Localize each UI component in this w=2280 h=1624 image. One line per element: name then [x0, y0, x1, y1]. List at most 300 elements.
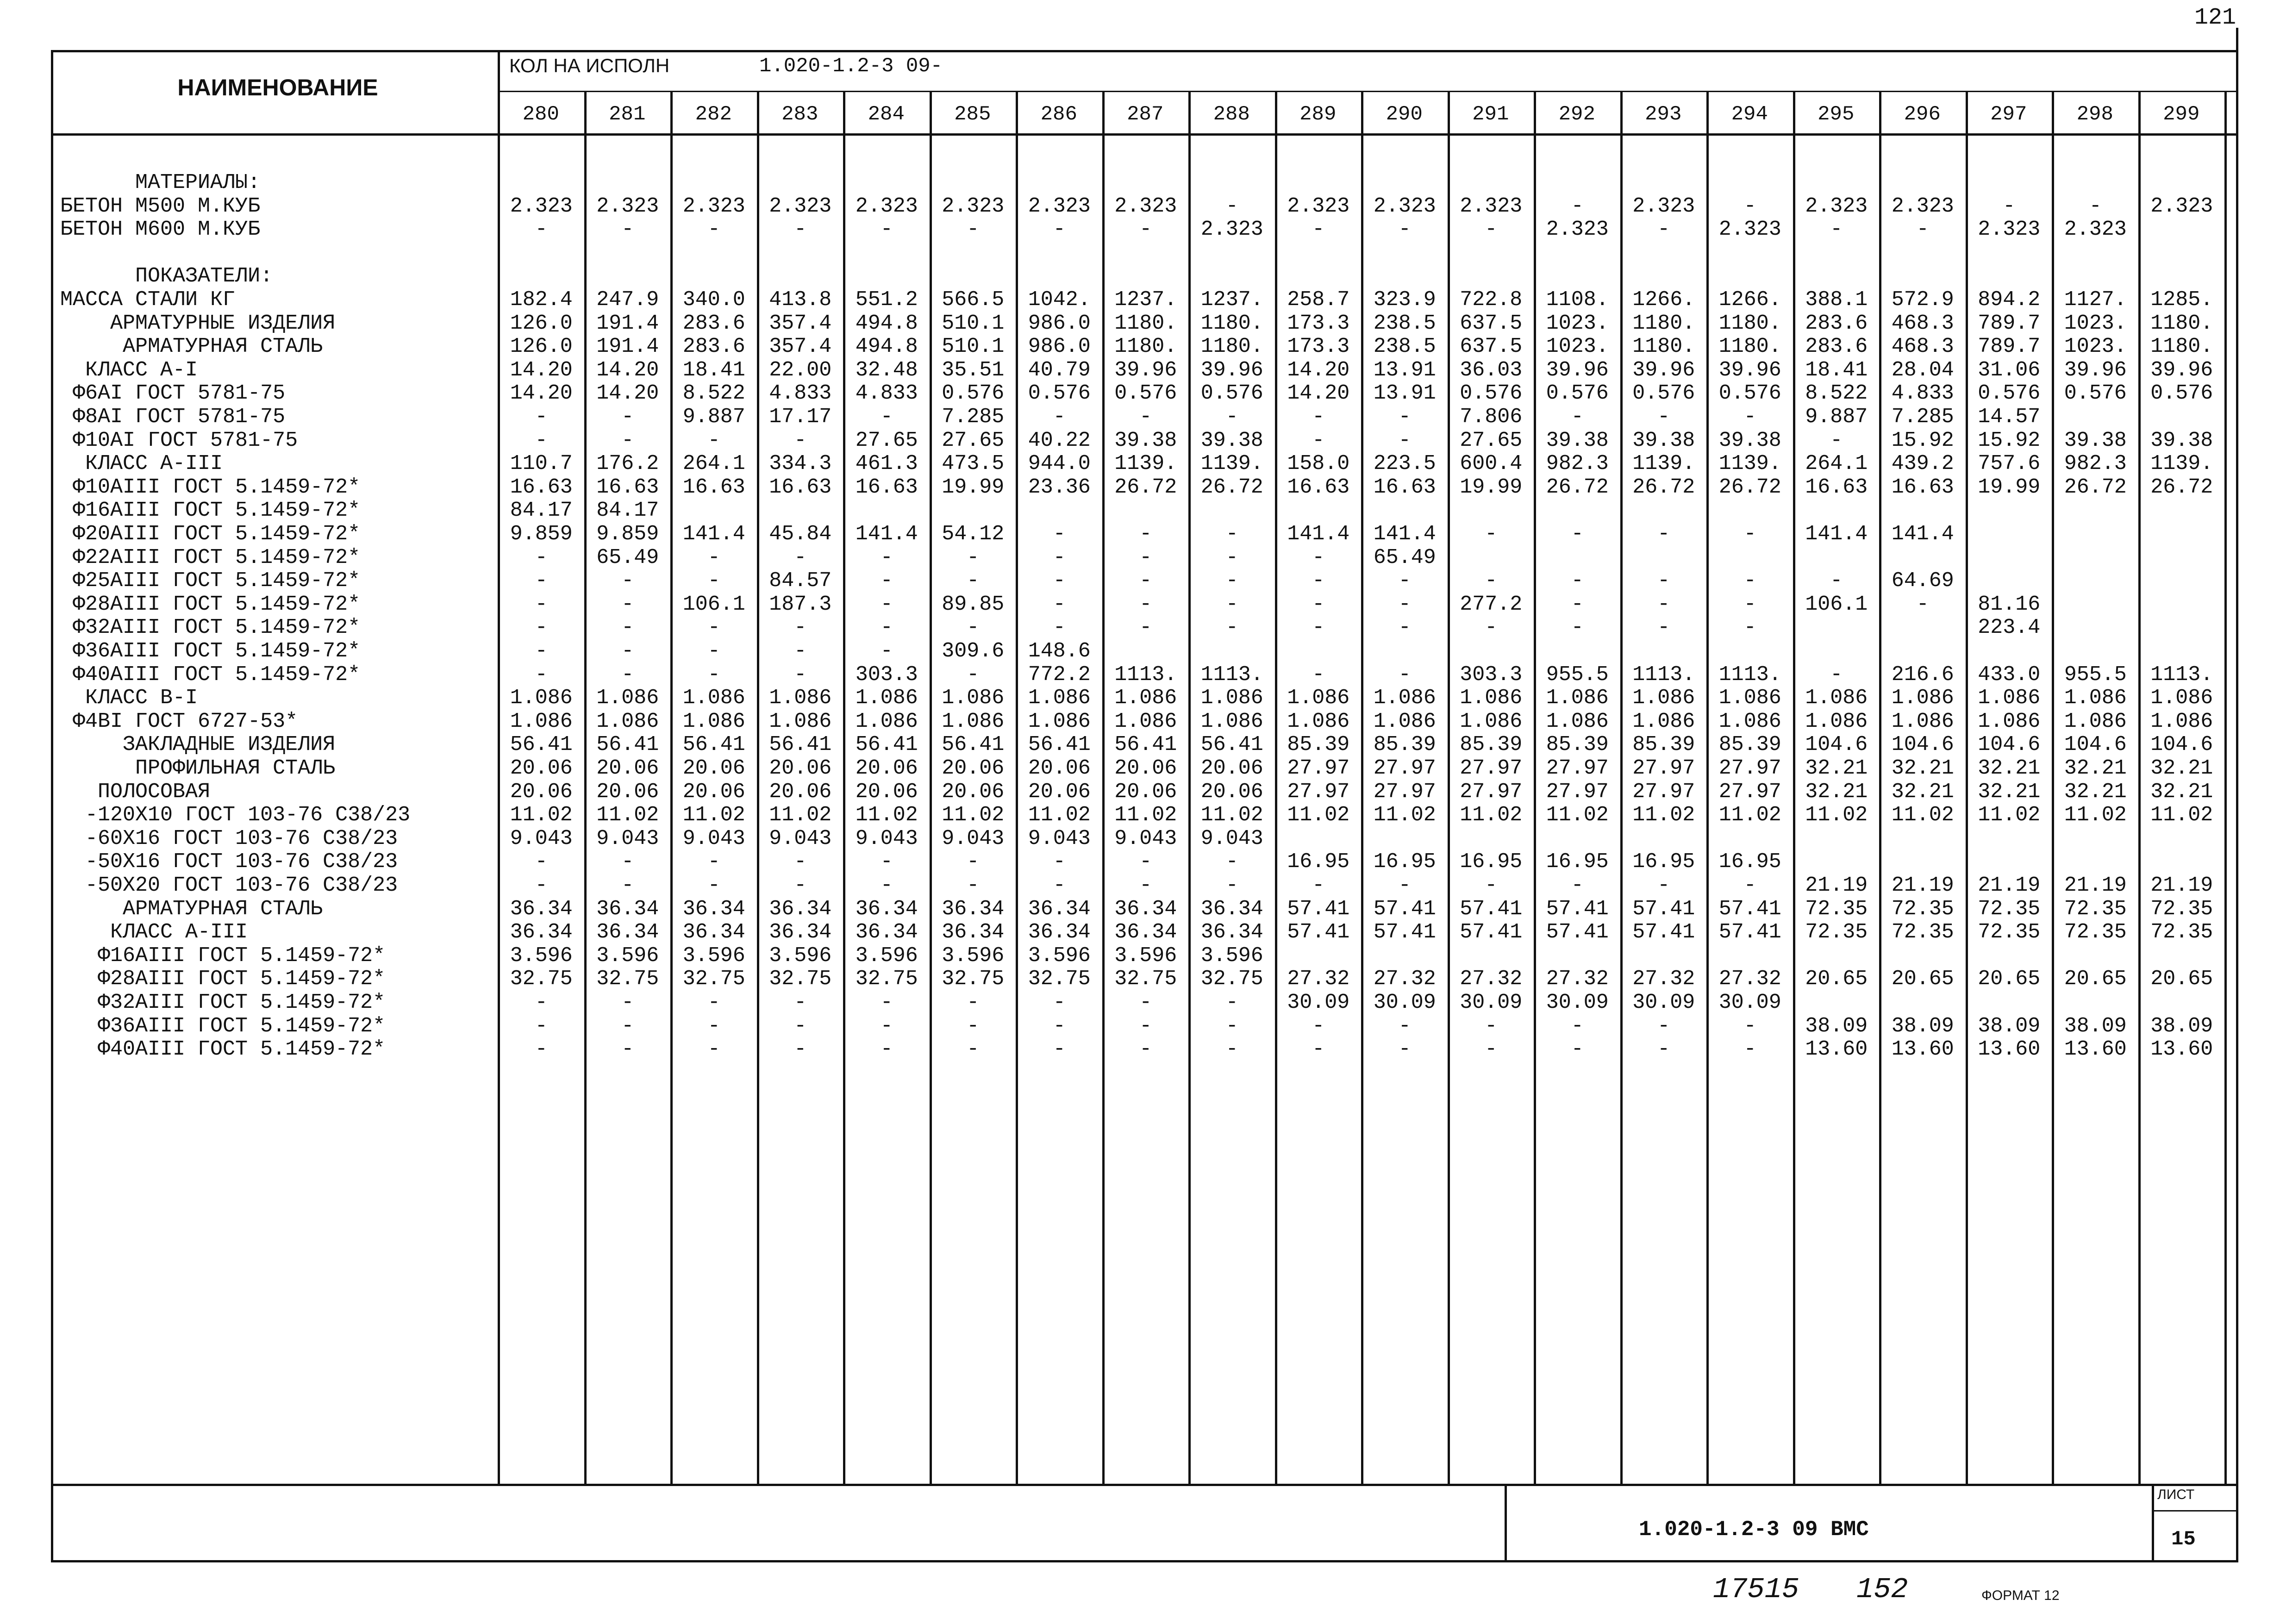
table-cell: -: [1225, 194, 1238, 218]
row-label: Ф20АIII ГОСТ 5.1459-72*: [60, 522, 361, 546]
table-cell: 20.06: [682, 780, 745, 804]
table-cell: -: [1571, 616, 1584, 640]
table-cell: -: [535, 405, 548, 429]
table-cell: -: [1225, 1037, 1238, 1062]
table-cell: 1139.: [1632, 452, 1695, 476]
table-cell: 1.086: [855, 686, 918, 710]
table-cell: 57.41: [1632, 897, 1695, 921]
table-cell: 14.20: [510, 358, 573, 382]
table-cell: 36.34: [1028, 920, 1091, 944]
table-cell: 72.35: [2150, 897, 2213, 921]
table-cell: -: [1657, 218, 1670, 242]
table-cell: 1.086: [1632, 709, 1695, 733]
table-cell: 4.833: [769, 381, 832, 406]
table-cell: -: [535, 1014, 548, 1038]
table-cell: 3.596: [855, 943, 918, 968]
table-cell: -: [1312, 1037, 1325, 1062]
table-cell: 16.63: [1891, 475, 1954, 499]
table-cell: 56.41: [596, 733, 659, 757]
table-cell: 1113.: [1114, 662, 1177, 687]
table-cell: -: [1743, 616, 1756, 640]
table-cell: 191.4: [596, 311, 659, 335]
table-cell: 0.576: [942, 381, 1005, 406]
table-cell: -: [621, 428, 634, 452]
table-cell: 1.086: [1891, 709, 1954, 733]
table-cell: 1.086: [1805, 686, 1868, 710]
table-cell: 36.34: [510, 897, 573, 921]
table-cell: -: [707, 218, 720, 242]
table-cell: 81.16: [1978, 592, 2041, 616]
table-cell: 27.97: [1460, 756, 1523, 780]
table-cell: 1.086: [1718, 709, 1781, 733]
table-cell: 1.086: [1028, 686, 1091, 710]
table-cell: 11.02: [1460, 803, 1523, 827]
table-cell: -: [1053, 405, 1066, 429]
table-cell: 13.60: [2064, 1037, 2127, 1062]
table-cell: 57.41: [1460, 920, 1523, 944]
table-cell: -: [707, 428, 720, 452]
row-label: ЗАКЛАДНЫЕ ИЗДЕЛИЯ: [60, 733, 336, 757]
table-cell: -: [967, 850, 980, 874]
table-cell: 126.0: [510, 311, 573, 335]
table-cell: 2.323: [1028, 194, 1091, 218]
row-label: Ф8АI ГОСТ 5781-75: [60, 405, 286, 429]
table-cell: 13.60: [1805, 1037, 1868, 1062]
table-cell: 1180.: [1114, 311, 1177, 335]
table-cell: 7.806: [1460, 405, 1523, 429]
table-cell: 238.5: [1373, 335, 1436, 359]
table-cell: 16.63: [1373, 475, 1436, 499]
table-cell: -: [1139, 1014, 1152, 1038]
table-cell: -: [1743, 405, 1756, 429]
table-cell: 72.35: [2064, 897, 2127, 921]
table-cell: 468.3: [1891, 311, 1954, 335]
table-cell: 20.06: [682, 756, 745, 780]
table-cell: -: [1571, 194, 1584, 218]
table-cell: 11.02: [942, 803, 1005, 827]
table-cell: 11.02: [1373, 803, 1436, 827]
table-cell: 258.7: [1287, 288, 1350, 312]
table-cell: 16.63: [1287, 475, 1350, 499]
table-cell: 16.63: [1805, 475, 1868, 499]
table-cell: 84.57: [769, 569, 832, 593]
row-label: Ф6АI ГОСТ 5781-75: [60, 381, 286, 406]
table-cell: 36.34: [769, 897, 832, 921]
table-cell: -: [1743, 1014, 1756, 1038]
table-cell: 1285.: [2150, 288, 2213, 312]
table-cell: 89.85: [942, 592, 1005, 616]
table-cell: 277.2: [1460, 592, 1523, 616]
table-cell: 8.522: [682, 381, 745, 406]
table-cell: 1.086: [1373, 709, 1436, 733]
table-cell: 40.79: [1028, 358, 1091, 382]
table-cell: 56.41: [510, 733, 573, 757]
table-cell: 32.48: [855, 358, 918, 382]
table-cell: 722.8: [1460, 288, 1523, 312]
table-cell: -: [707, 1037, 720, 1062]
table-cell: 21.19: [2064, 874, 2127, 897]
table-cell: 72.35: [1891, 897, 1954, 921]
table-cell: -: [1398, 616, 1411, 640]
table-cell: -: [707, 1014, 720, 1038]
table-cell: 11.02: [2150, 803, 2213, 827]
table-cell: 11.02: [1805, 803, 1868, 827]
table-cell: 1.086: [1805, 709, 1868, 733]
table-cell: 323.9: [1373, 288, 1436, 312]
table-cell: 39.96: [1546, 358, 1609, 382]
table-cell: 3.596: [596, 943, 659, 968]
row-label: Ф25АIII ГОСТ 5.1459-72*: [60, 569, 361, 593]
table-cell: 2.323: [1891, 194, 1954, 218]
table-cell: -: [1657, 405, 1670, 429]
table-cell: -: [880, 218, 893, 242]
table-cell: 11.02: [769, 803, 832, 827]
table-cell: -: [794, 662, 807, 687]
table-cell: -: [621, 850, 634, 874]
table-cell: 32.75: [510, 967, 573, 991]
table-cell: 18.41: [1805, 358, 1868, 382]
table-cell: -: [2003, 194, 2016, 218]
table-cell: 57.41: [1287, 897, 1350, 921]
table-cell: 11.02: [682, 803, 745, 827]
table-cell: 27.32: [1460, 967, 1523, 991]
table-cell: 11.02: [1287, 803, 1350, 827]
table-cell: 36.34: [596, 920, 659, 944]
table-cell: -: [621, 1014, 634, 1038]
table-cell: 2.323: [682, 194, 745, 218]
table-cell: 28.04: [1891, 358, 1954, 382]
table-cell: 283.6: [682, 311, 745, 335]
table-cell: 176.2: [596, 452, 659, 476]
table-cell: 104.6: [1891, 733, 1954, 757]
table-cell: 30.09: [1460, 991, 1523, 1014]
row-label: КЛАСС А-I: [60, 358, 198, 382]
table-cell: -: [1139, 545, 1152, 569]
table-cell: 27.97: [1546, 780, 1609, 804]
table-cell: 20.06: [769, 756, 832, 780]
table-cell: 16.63: [769, 475, 832, 499]
row-label: Ф36АIII ГОСТ 5.1459-72*: [60, 639, 361, 663]
table-cell: 141.4: [1373, 522, 1436, 546]
table-cell: -: [880, 616, 893, 640]
table-cell: 0.576: [1718, 381, 1781, 406]
table-cell: 13.91: [1373, 381, 1436, 406]
table-cell: -: [1139, 569, 1152, 593]
table-cell: 16.95: [1287, 850, 1350, 874]
table-cell: 85.39: [1287, 733, 1350, 757]
table-cell: 36.34: [682, 897, 745, 921]
table-cell: 39.38: [2064, 428, 2127, 452]
column-number: 292: [1558, 103, 1595, 126]
table-cell: 1.086: [1200, 709, 1263, 733]
table-cell: -: [1916, 218, 1929, 242]
table-cell: 27.32: [1546, 967, 1609, 991]
row-label: Ф40АIII ГОСТ 5.1459-72*: [60, 1037, 386, 1062]
table-cell: 944.0: [1028, 452, 1091, 476]
table-cell: -: [1398, 874, 1411, 897]
table-cell: 2.323: [1200, 218, 1263, 242]
table-cell: -: [1312, 218, 1325, 242]
table-cell: -: [1398, 1014, 1411, 1038]
table-cell: 36.34: [855, 897, 918, 921]
table-cell: 20.06: [855, 756, 918, 780]
table-cell: -: [535, 545, 548, 569]
table-cell: -: [967, 991, 980, 1014]
table-cell: -: [535, 639, 548, 663]
table-cell: -: [794, 1014, 807, 1038]
table-cell: 26.72: [2064, 475, 2127, 499]
table-cell: 26.72: [1200, 475, 1263, 499]
table-cell: 264.1: [682, 452, 745, 476]
table-cell: 986.0: [1028, 335, 1091, 359]
table-cell: 1180.: [1718, 335, 1781, 359]
row-label: ПОЛОСОВАЯ: [60, 780, 211, 804]
table-cell: 16.63: [855, 475, 918, 499]
table-cell: 1180.: [1200, 311, 1263, 335]
table-cell: -: [1139, 405, 1152, 429]
table-cell: 45.84: [769, 522, 832, 546]
table-cell: 510.1: [942, 335, 1005, 359]
table-cell: 309.6: [942, 639, 1005, 663]
table-cell: 772.2: [1028, 662, 1091, 687]
table-cell: 1.086: [942, 709, 1005, 733]
table-cell: 439.2: [1891, 452, 1954, 476]
table-cell: 461.3: [855, 452, 918, 476]
inventory-stamp: 17515: [1713, 1573, 1799, 1606]
table-cell: -: [880, 991, 893, 1014]
table-cell: -: [1485, 218, 1498, 242]
table-cell: 20.06: [1114, 780, 1177, 804]
table-cell: 0.576: [1114, 381, 1177, 406]
table-cell: 72.35: [2064, 920, 2127, 944]
table-cell: 1.086: [510, 686, 573, 710]
table-cell: -: [880, 639, 893, 663]
table-cell: 1180.: [1718, 311, 1781, 335]
page-stamp: 152: [1856, 1573, 1908, 1606]
table-cell: 39.38: [1114, 428, 1177, 452]
table-cell: 3.596: [1028, 943, 1091, 968]
table-cell: -: [1657, 616, 1670, 640]
table-cell: -: [621, 592, 634, 616]
table-cell: -: [621, 991, 634, 1014]
table-cell: 1.086: [1028, 709, 1091, 733]
table-cell: -: [1485, 874, 1498, 897]
table-cell: 3.596: [510, 943, 573, 968]
table-cell: 21.19: [1978, 874, 2041, 897]
table-cell: -: [1225, 874, 1238, 897]
table-cell: 84.17: [510, 499, 573, 523]
table-cell: 13.91: [1373, 358, 1436, 382]
row-label: Ф4ВI ГОСТ 6727-53*: [60, 709, 298, 733]
row-label: -50Х16 ГОСТ 103-76 С38/23: [60, 850, 398, 874]
table-cell: 20.06: [942, 780, 1005, 804]
series-code: 1.020-1.2-3 09-: [759, 55, 943, 78]
table-cell: 32.75: [855, 967, 918, 991]
column-number: 293: [1645, 103, 1682, 126]
table-cell: 27.97: [1373, 756, 1436, 780]
row-label: Ф22АIII ГОСТ 5.1459-72*: [60, 545, 361, 569]
table-cell: 1266.: [1718, 288, 1781, 312]
table-cell: -: [880, 592, 893, 616]
table-cell: 1113.: [1718, 662, 1781, 687]
table-cell: 104.6: [2150, 733, 2213, 757]
table-cell: 2.323: [1546, 218, 1609, 242]
table-cell: 1180.: [1632, 311, 1695, 335]
column-number: 291: [1472, 103, 1509, 126]
table-cell: -: [621, 639, 634, 663]
table-cell: 0.576: [1632, 381, 1695, 406]
table-cell: -: [621, 218, 634, 242]
table-cell: -: [707, 874, 720, 897]
table-cell: 21.19: [1805, 874, 1868, 897]
table-cell: -: [1053, 1014, 1066, 1038]
table-cell: 433.0: [1978, 662, 2041, 687]
table-cell: 9.043: [1028, 826, 1091, 850]
table-cell: 158.0: [1287, 452, 1350, 476]
table-cell: 17.17: [769, 405, 832, 429]
column-number: 281: [609, 103, 646, 126]
table-cell: 3.596: [942, 943, 1005, 968]
table-cell: 572.9: [1891, 288, 1954, 312]
table-cell: 36.34: [510, 920, 573, 944]
table-cell: 20.06: [1200, 756, 1263, 780]
table-cell: 4.833: [855, 381, 918, 406]
corner-page-number: 121: [2194, 5, 2236, 31]
table-cell: 2.323: [1114, 194, 1177, 218]
table-cell: 30.09: [1287, 991, 1350, 1014]
table-cell: 141.4: [1891, 522, 1954, 546]
table-cell: 9.043: [942, 826, 1005, 850]
table-cell: 141.4: [855, 522, 918, 546]
table-cell: -: [1743, 569, 1756, 593]
table-cell: 56.41: [855, 733, 918, 757]
row-label: КЛАСС А-III: [60, 452, 223, 476]
table-cell: 38.09: [1805, 1014, 1868, 1038]
table-cell: 27.32: [1718, 967, 1781, 991]
column-number: 286: [1040, 103, 1077, 126]
table-cell: 36.34: [942, 920, 1005, 944]
table-cell: 32.75: [942, 967, 1005, 991]
table-cell: 57.41: [1718, 897, 1781, 921]
table-cell: -: [1225, 850, 1238, 874]
table-cell: -: [1225, 545, 1238, 569]
table-cell: 32.21: [1891, 780, 1954, 804]
format-label: ФОРМАТ 12: [1981, 1588, 2060, 1603]
table-cell: 72.35: [1805, 920, 1868, 944]
table-cell: 20.06: [855, 780, 918, 804]
table-cell: -: [1139, 1037, 1152, 1062]
table-cell: 72.35: [1891, 920, 1954, 944]
table-cell: -: [880, 1014, 893, 1038]
table-cell: 23.36: [1028, 475, 1091, 499]
table-cell: 15.92: [1891, 428, 1954, 452]
table-cell: -: [1743, 592, 1756, 616]
table-cell: 36.03: [1460, 358, 1523, 382]
table-cell: 104.6: [2064, 733, 2127, 757]
column-number: 283: [781, 103, 818, 126]
table-cell: -: [1571, 592, 1584, 616]
table-cell: 1180.: [1200, 335, 1263, 359]
table-cell: -: [1830, 662, 1843, 687]
table-cell: 20.65: [1891, 967, 1954, 991]
table-cell: 1.086: [1546, 709, 1609, 733]
table-cell: 894.2: [1978, 288, 2041, 312]
column-number: 296: [1904, 103, 1941, 126]
table-cell: 4.833: [1891, 381, 1954, 406]
table-cell: 26.72: [1718, 475, 1781, 499]
table-cell: 20.06: [1114, 756, 1177, 780]
table-cell: 27.97: [1718, 756, 1781, 780]
table-cell: -: [794, 545, 807, 569]
table-cell: 126.0: [510, 335, 573, 359]
table-cell: -: [1398, 1037, 1411, 1062]
table-cell: -: [535, 1037, 548, 1062]
table-cell: 85.39: [1632, 733, 1695, 757]
table-cell: 0.576: [2064, 381, 2127, 406]
table-cell: -: [535, 569, 548, 593]
table-cell: 14.57: [1978, 405, 2041, 429]
table-cell: 982.3: [2064, 452, 2127, 476]
table-cell: 39.38: [1632, 428, 1695, 452]
column-number: 295: [1818, 103, 1855, 126]
table-cell: 16.95: [1632, 850, 1695, 874]
table-cell: 36.34: [1114, 920, 1177, 944]
table-cell: -: [2089, 194, 2102, 218]
table-cell: 35.51: [942, 358, 1005, 382]
table-cell: -: [880, 405, 893, 429]
table-cell: 32.21: [1805, 756, 1868, 780]
table-cell: 7.285: [1891, 405, 1954, 429]
table-cell: -: [1053, 874, 1066, 897]
table-cell: -: [794, 850, 807, 874]
table-cell: 494.8: [855, 335, 918, 359]
table-cell: 16.63: [596, 475, 659, 499]
table-cell: 110.7: [510, 452, 573, 476]
column-number: 282: [695, 103, 732, 126]
table-cell: 637.5: [1460, 311, 1523, 335]
table-cell: -: [707, 662, 720, 687]
table-cell: -: [1312, 428, 1325, 452]
table-cell: 2.323: [1978, 218, 2041, 242]
table-cell: 39.96: [1114, 358, 1177, 382]
table-cell: 1127.: [2064, 288, 2127, 312]
table-cell: 20.06: [769, 780, 832, 804]
table-cell: 20.06: [1028, 780, 1091, 804]
table-cell: 0.576: [1460, 381, 1523, 406]
table-cell: 1.086: [769, 709, 832, 733]
table-cell: 187.3: [769, 592, 832, 616]
table-cell: -: [1225, 991, 1238, 1014]
table-cell: 20.06: [942, 756, 1005, 780]
table-cell: -: [1485, 1037, 1498, 1062]
table-cell: 173.3: [1287, 311, 1350, 335]
table-cell: 2.323: [1805, 194, 1868, 218]
table-cell: -: [621, 616, 634, 640]
table-cell: 39.96: [1632, 358, 1695, 382]
table-cell: 85.39: [1718, 733, 1781, 757]
table-cell: -: [621, 874, 634, 897]
table-cell: 27.65: [1460, 428, 1523, 452]
table-cell: -: [1225, 569, 1238, 593]
table-cell: -: [1571, 405, 1584, 429]
table-cell: 16.63: [682, 475, 745, 499]
table-cell: 1023.: [1546, 311, 1609, 335]
table-cell: 106.1: [682, 592, 745, 616]
table-cell: 21.19: [1891, 874, 1954, 897]
table-cell: 1.086: [1632, 686, 1695, 710]
table-cell: 1.086: [1373, 686, 1436, 710]
table-cell: -: [1053, 1037, 1066, 1062]
